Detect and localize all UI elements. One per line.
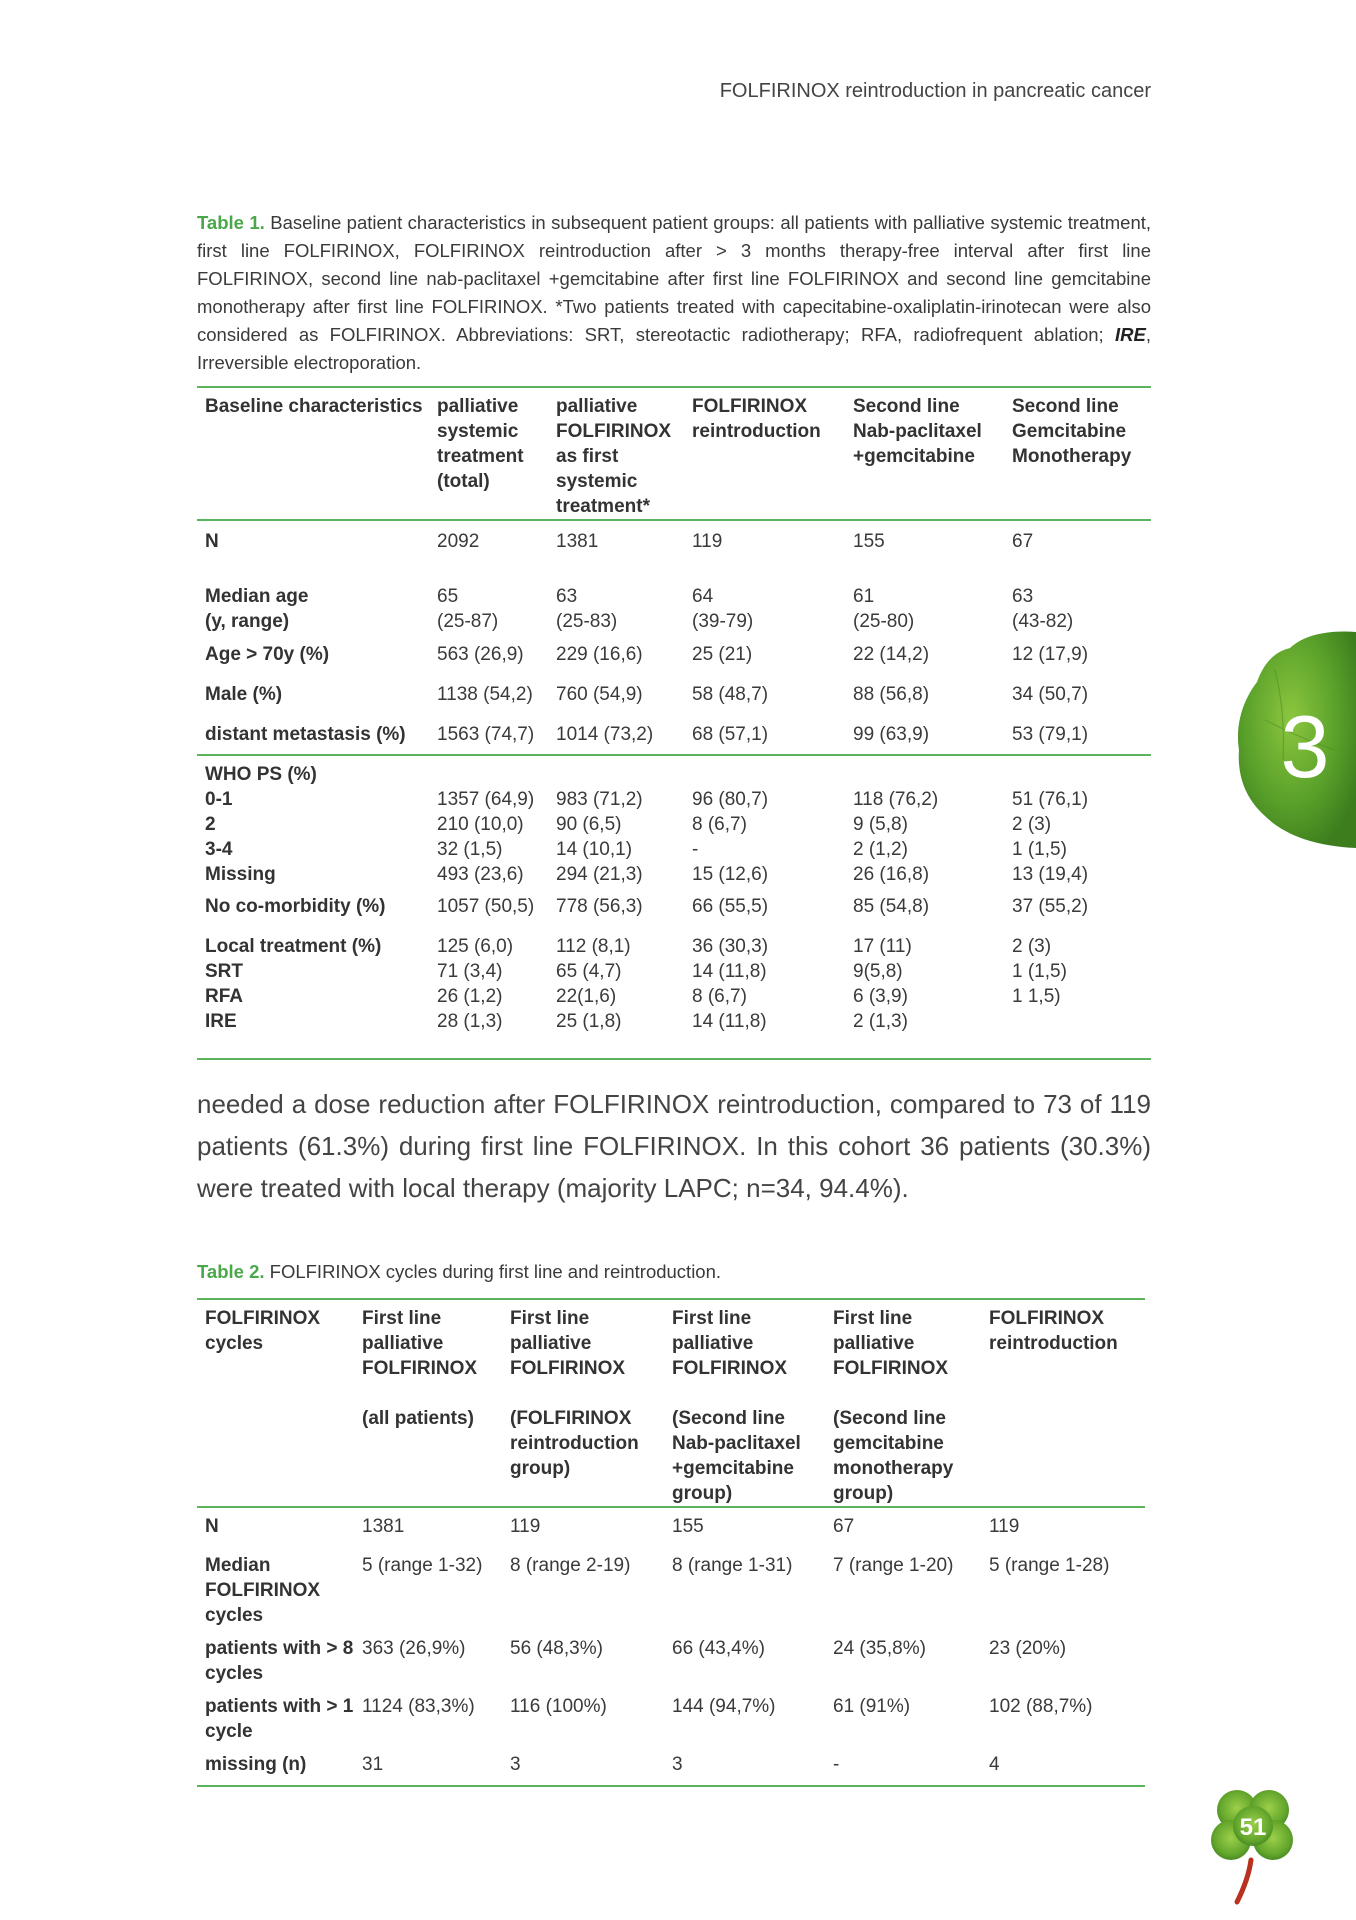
table2-row-label: missing (n) [205,1754,307,1775]
table1-cell: 760 (54,9) [556,684,643,705]
table2-cell: 8 (range 1-31) [672,1555,793,1576]
table1-cell: 58 (48,7) [692,684,769,705]
table2-label: Table 2. [197,1261,265,1282]
table1-label: Table 1. [197,212,265,233]
chapter-leaf-icon [1235,630,1356,848]
table2-cell: 4 [989,1754,1000,1775]
table2-cell: 5 (range 1-28) [989,1555,1110,1576]
table1-caption-ire: IRE [1115,324,1146,345]
table1-header-cell: Second line Gemcitabine Monotherapy [1004,387,1151,520]
table1-cell: 64 (39-79) [692,586,754,632]
table2-cell: 24 (35,8%) [833,1638,926,1659]
table1-cell: 37 (55,2) [1012,896,1089,917]
table1-caption [197,209,1151,377]
table1-cell: 88 (56,8) [853,684,930,705]
table1-row-label: N [205,531,219,552]
table2-header-cell: First line palliative FOLFIRINOX (Second line Nab-paclitaxel +gemcitabine group) [664,1299,825,1507]
table2-cell: 3 [510,1754,521,1775]
table1-cell: 67 [1012,531,1034,552]
table1-row-label: Age > 70y (%) [205,644,330,665]
table1-header-cell: palliative FOLFIRINOX as first systemic treatment* [548,387,684,520]
table-row [197,580,1151,634]
table1-cell: 63 (43-82) [1012,586,1074,632]
table1-row-label: distant metastasis (%) [197,707,429,755]
table-row [197,1507,1145,1539]
table2-caption-text: FOLFIRINOX cycles during first line and reintroduction. [264,1261,722,1282]
table1-cell: 155 [853,531,885,552]
table1-header-cell: Baseline characteristics [197,387,429,520]
table1-cell: 34 (50,7) [1012,684,1089,705]
table1-cell: 778 (56,3) [556,896,643,917]
table2-cell: 3 [672,1754,683,1775]
table1-cell: 2 (3) 1 (1,5) 1 1,5) [1012,936,1067,1007]
table1-cell: 22 (14,2) [853,644,930,665]
table2-cell: 119 [510,1516,541,1537]
table2-cell: 363 (26,9%) [362,1638,466,1659]
table1-cell: 61 (25-80) [853,586,915,632]
table-row [197,1744,1145,1786]
table1-cell: 51 (76,1) 2 (3) 1 (1,5) 13 (19,4) [1012,789,1089,885]
table1-cell: 68 (57,1) [684,707,845,755]
body-paragraph: needed a dose reduction after FOLFIRINOX reintroduction, compared to 73 of 119 patients (61.3%) during first line FOLFIRINOX. In this cohort 36 patients (30.3%) were treated with local therapy (majority LAPC; n=34, 94.4%). [197,1089,1151,1203]
table2-cell: 61 (91%) [833,1696,911,1717]
table2-header-row [197,1299,1145,1507]
table1-row-label: Median age (y, range) [205,586,309,632]
table2-cell: 8 (range 2-19) [510,1555,631,1576]
table1-header-cell: Second line Nab-paclitaxel +gemcitabine [845,387,1004,520]
table2-cell: 116 (100%) [510,1696,607,1717]
table2-header-cell: First line palliative FOLFIRINOX (FOLFIRINOX reintroduction group) [502,1299,664,1507]
table2-cell: 1381 [362,1516,405,1537]
table2-header-cell: First line palliative FOLFIRINOX (Second line gemcitabine monotherapy group) [825,1299,981,1507]
table2-row-label: patients with > 1 cycle [205,1696,354,1742]
table1-cell: 118 (76,2) 9 (5,8) 2 (1,2) 26 (16,8) [853,789,939,885]
table1-cell: 1014 (73,2) [548,707,684,755]
table1-cell: 66 (55,5) [692,896,769,917]
table1-cell: 125 (6,0) 71 (3,4) 26 (1,2) 28 (1,3) [437,936,514,1032]
table1 [197,386,1151,1060]
table1-cell: 1057 (50,5) [437,896,535,917]
table2-cell: 144 (94,7%) [672,1696,776,1717]
table-row [197,887,1151,919]
table1-cell: 2092 [437,531,480,552]
table2-cell: 67 [833,1516,855,1537]
table2-cell: 5 (range 1-32) [362,1555,483,1576]
table1-cell: 17 (11) 9(5,8) 6 (3,9) 2 (1,3) [853,936,912,1032]
table2-cell: 155 [672,1516,704,1537]
table2-header-cell: FOLFIRINOX cycles [197,1299,354,1507]
table2-cell: 66 (43,4%) [672,1638,765,1659]
table-row [197,634,1151,667]
table1-header-cell: FOLFIRINOX reintroduction [684,387,845,520]
table2-header-cell: FOLFIRINOX reintroduction [981,1299,1145,1507]
table-row [197,1686,1145,1744]
table1-cell: 563 (26,9) [437,644,524,665]
table-row [197,755,1151,887]
table1-cell: 99 (63,9) [845,707,1004,755]
table2-cell: 23 (20%) [989,1638,1067,1659]
table1-row-label: Male (%) [205,684,283,705]
table1-cell: 53 (79,1) [1004,707,1151,755]
table2-cell: 102 (88,7%) [989,1696,1093,1717]
table1-caption-text-a: Baseline patient characteristics in subsequent patient groups: all patients with palliative systemic treatment, first line FOLFIRINOX, FOLFIRINOX reintroduction after > 3 months therapy-free interval after first line FOLFIRINOX, second line nab-paclitaxel +gemcitabine after first line FOLFIRINOX and second line gemcitabine monotherapy after first line FOLFIRINOX. *Two patients treated with capecitabine-oxaliplatin-irinotecan were also considered as FOLFIRINOX. Abbreviations: SRT, stereotactic radiotherapy; RFA, radiofrequent ablation; [197,212,1152,345]
page-number-badge [1195,1780,1315,1910]
table1-row-label: No co-morbidity (%) [205,896,386,917]
table1-cell: 65 (25-87) [437,586,499,632]
table1-cell: 1138 (54,2) [437,684,533,705]
table1-cell: 112 (8,1) 65 (4,7) 22(1,6) 25 (1,8) [556,936,631,1032]
table1-cell: 36 (30,3) 14 (11,8) 8 (6,7) 14 (11,8) [692,936,769,1032]
table1-cell: 12 (17,9) [1012,644,1089,665]
table-row [197,1539,1145,1628]
table2-row-label: Median FOLFIRINOX cycles [205,1555,321,1626]
table1-header-row [197,387,1151,520]
table-row [197,520,1151,580]
chapter-number: 3 [1280,697,1330,796]
table2-cell: 31 [362,1754,384,1775]
table-row [197,667,1151,707]
table2-cell: 119 [989,1516,1020,1537]
chapter-tab [1235,630,1356,848]
table2-caption [197,1258,1151,1286]
table1-row-label: WHO PS (%) 0-1 2 3-4 Missing [205,764,317,885]
table1-cell: 1381 [556,531,599,552]
table1-cell: 229 (16,6) [556,644,643,665]
table1-cell: 25 (21) [692,644,753,665]
running-head: FOLFIRINOX reintroduction in pancreatic cancer [719,80,1151,102]
table2-cell: 1124 (83,3%) [362,1696,475,1717]
table2-cell: - [833,1754,840,1775]
table2-row-label: N [205,1516,219,1537]
table1-cell: 1357 (64,9) 210 (10,0) 32 (1,5) 493 (23,6) [437,789,535,885]
table1-header-cell: palliative systemic treatment (total) [429,387,548,520]
table-row [197,707,1151,755]
table1-row-label: Local treatment (%) SRT RFA IRE [205,936,382,1032]
table2 [197,1298,1145,1787]
table-row [197,919,1151,1059]
table1-cell: 63 (25-83) [556,586,618,632]
table2-row-label: patients with > 8 cycles [205,1638,354,1684]
table1-cell: 85 (54,8) [853,896,930,917]
table2-cell: 7 (range 1-20) [833,1555,954,1576]
table1-cell: 983 (71,2) 90 (6,5) 14 (10,1) 294 (21,3) [556,789,643,885]
table1-cell: 1563 (74,7) [429,707,548,755]
table2-header-cell: First line palliative FOLFIRINOX (all patients) [354,1299,502,1507]
page-number: 51 [1239,1814,1267,1841]
table2-cell: 56 (48,3%) [510,1638,603,1659]
four-leaf-clover-icon [1195,1780,1315,1910]
table1-caption-text-b: , Irreversible electroporation. [197,324,1151,373]
table1-cell: 119 [692,531,723,552]
table-row [197,1628,1145,1686]
table1-cell: 96 (80,7) 8 (6,7) - 15 (12,6) [692,789,769,885]
